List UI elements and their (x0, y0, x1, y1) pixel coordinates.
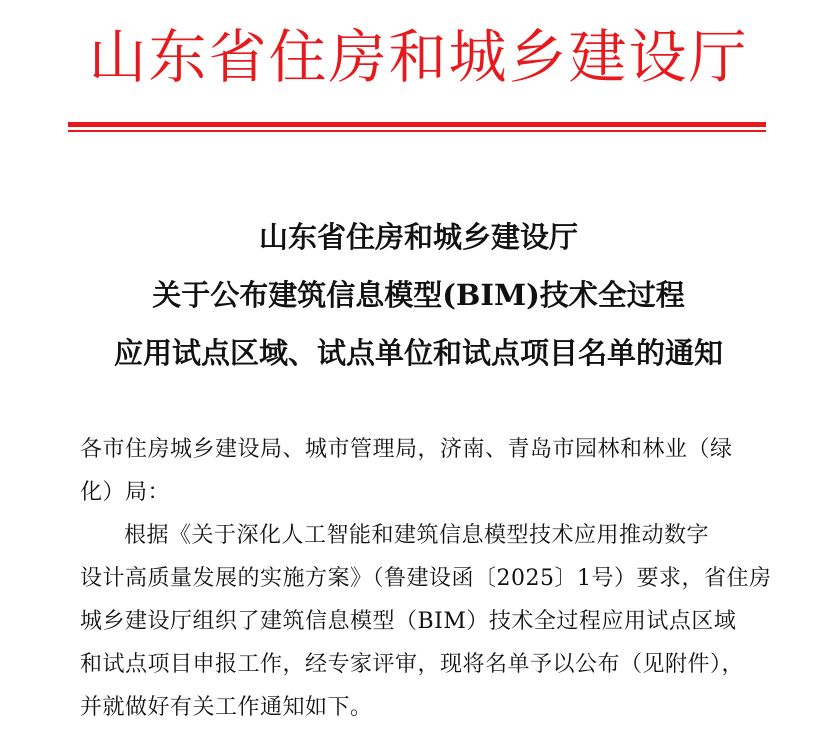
masthead-red-rule-thin (68, 130, 766, 132)
salutation-line-1: 各市住房城乡建设局、城市管理局，济南、青岛市园林和林业（绿 (80, 437, 733, 462)
notice-title-line-3: 应用试点区域、试点单位和试点项目名单的通知 (113, 336, 723, 370)
paragraph-1-line-5: 并就做好有关工作通知如下。 (80, 695, 373, 720)
salutation-line-2: 化）局： (80, 480, 171, 505)
paragraph-1-line-2: 设计高质量发展的实施方案》（鲁建设函〔2025〕1号）要求，省住房 (80, 566, 772, 591)
masthead-title: 山东省住房和城乡建设厅 (88, 23, 749, 91)
salutation (80, 428, 780, 514)
notice-title-line-2: 关于公布建筑信息模型(BIM)技术全过程 (152, 278, 685, 312)
notice-title (0, 208, 837, 382)
paragraph-1-line-1: 根据《关于深化人工智能和建筑信息模型技术应用推动数字 (124, 523, 710, 548)
paragraph-1-line-3: 城乡建设厅组织了建筑信息模型（BIM）技术全过程应用试点区域 (80, 609, 737, 634)
notice-title-line-1: 山东省住房和城乡建设厅 (258, 220, 578, 254)
paragraph-1 (80, 514, 780, 729)
notice-body (80, 428, 780, 729)
paragraph-1-line-4: 和试点项目申报工作，经专家评审，现将名单予以公布（见附件）， (80, 652, 745, 677)
masthead-red-rule-thick (68, 122, 766, 127)
